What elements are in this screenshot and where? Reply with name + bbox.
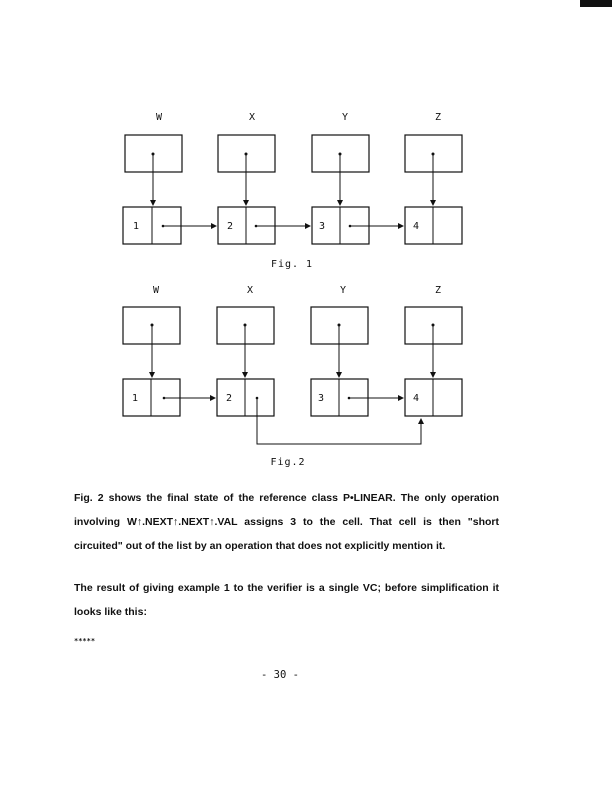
fig1-label-x: X xyxy=(248,112,256,123)
fig1-pointer-w xyxy=(125,135,182,205)
fig1-label-y: Y xyxy=(341,112,349,123)
svg-text:4: 4 xyxy=(413,393,420,404)
fig1-pointer-x xyxy=(218,135,275,205)
figure-1 xyxy=(123,112,462,270)
svg-text:2: 2 xyxy=(226,393,233,404)
fig2-label-x: X xyxy=(246,285,254,296)
fig2-label-w: W xyxy=(152,285,160,296)
body-paragraph-1: Fig. 2 shows the final state of the reference class P•LINEAR. The only operation involving W↑.NEXT↑.NEXT↑.VAL assigns 3 to the cell. That cell is then "short circuited" out of the list by an operation that does not explicitly mention it. xyxy=(74,492,499,552)
fig1-cell-4 xyxy=(405,207,462,244)
fig2-label-z: Z xyxy=(434,285,442,296)
fig2-pointer-z xyxy=(405,307,462,377)
body-paragraph-2: The result of giving example 1 to the verifier is a single VC; before simplification it looks like this: xyxy=(74,582,499,618)
fig1-pointer-y xyxy=(312,135,369,205)
svg-text:3: 3 xyxy=(318,393,325,404)
fig2-pointer-x xyxy=(217,307,274,377)
fig1-cell-1 xyxy=(123,207,216,244)
figure-2 xyxy=(123,285,462,468)
fig1-label-z: Z xyxy=(434,112,442,123)
fig2-pointer-y xyxy=(311,307,368,377)
fig2-cell-4 xyxy=(405,379,462,416)
fig1-label-w: W xyxy=(155,112,163,123)
svg-text:1: 1 xyxy=(132,393,139,404)
fig2-caption: Fig.2 xyxy=(270,457,306,468)
fig1-pointer-z xyxy=(405,135,462,205)
fig1-cell-2 xyxy=(218,207,310,244)
page-number: - 30 - xyxy=(261,669,299,681)
fig2-label-y: Y xyxy=(339,285,347,296)
fig2-cell-1 xyxy=(123,379,215,416)
fig1-caption: Fig. 1 xyxy=(270,259,314,270)
fig2-cell-3 xyxy=(311,379,403,416)
fig2-pointer-w xyxy=(123,307,180,377)
svg-text:1: 1 xyxy=(133,221,140,232)
fig2-cell-2 xyxy=(217,379,421,444)
asterisk-row: ***** xyxy=(74,637,96,645)
svg-text:3: 3 xyxy=(319,221,326,232)
svg-text:4: 4 xyxy=(413,221,420,232)
fig1-cell-3 xyxy=(312,207,403,244)
svg-text:2: 2 xyxy=(227,221,234,232)
